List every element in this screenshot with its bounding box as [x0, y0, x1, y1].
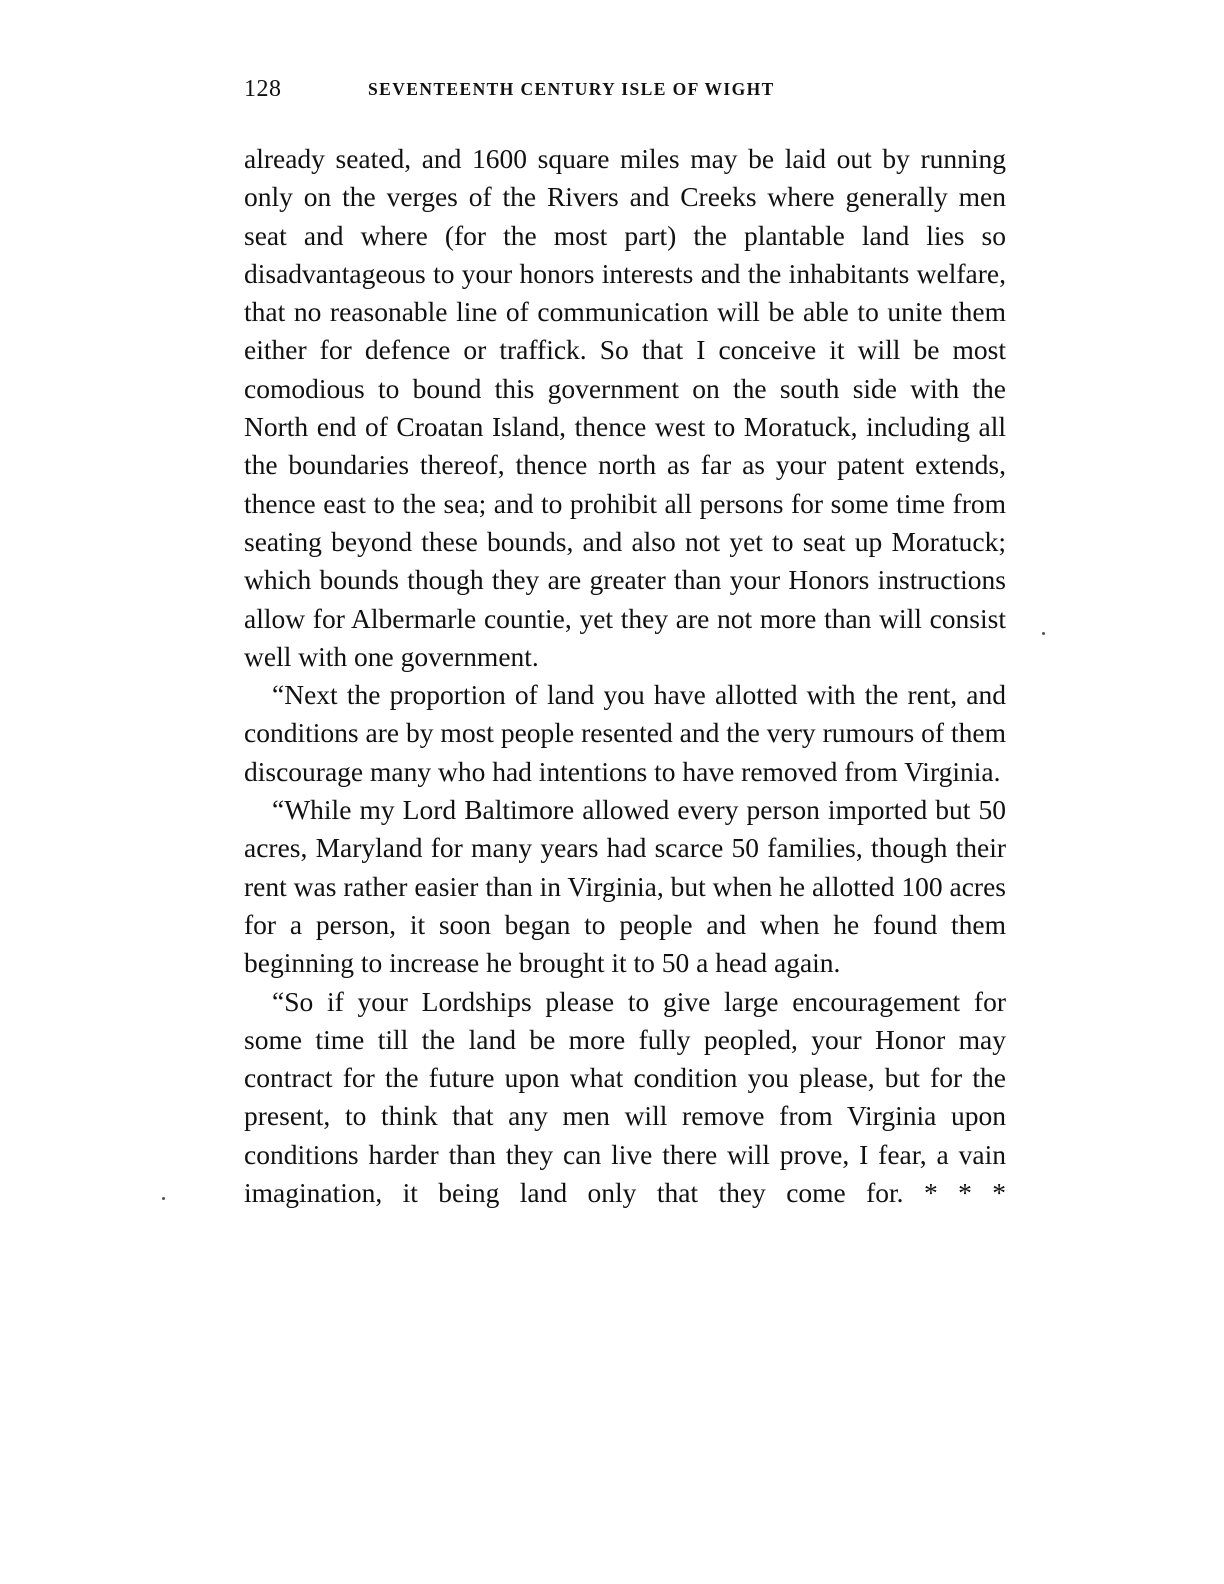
running-head	[244, 76, 1004, 110]
print-speck	[162, 1197, 165, 1200]
paragraph-next-proportion: “Next the proportion of land you have allotted with the rent, and conditions are by most people resented and the very rumours of them discourage many who had intentions to have removed from Virginia.	[244, 679, 1006, 787]
page-number: 128	[244, 76, 282, 102]
paragraph-continuation: already seated, and 1600 square miles may be laid out by running only on the verges of the Rivers and Creeks where generally men seat and where (for the most part) the plantable land lies so disadvantageous to your honors interests and the inhabitants welfare, that no reasonable line of communication will be able to unite them either for defence or traffick. So that I conceive it will be most comodious to bound this government on the south side with the North end of Croatan Island, thence west to Moratuck, including all the boundaries thereof, thence north as far as your patent extends, thence east to the sea; and to prohibit all persons for some time from seating beyond these bounds, and also not yet to seat up Moratuck; which bounds though they are greater than your Honors instructions allow for Albermarle countie, yet they are not more than will consist well with one government.	[244, 143, 1006, 672]
body-text	[244, 140, 1006, 1212]
paragraph-baltimore: “While my Lord Baltimore allowed every person imported but 50 acres, Maryland for many years had scarce 50 families, though their rent was rather easier than in Virginia, but when he allotted 100 acres for a person, it soon began to people and when he found them beginning to increase he brought it to 50 a head again.	[244, 794, 1006, 979]
paragraph-lordships: “So if your Lordships please to give large encouragement for some time till the land be more fully peopled, your Honor may contract for the future upon what condition you please, but for the present, to think that any men will remove from Virginia upon conditions harder than they can live there will prove, I fear, a vain imagination, it being land only that they come for. * * *	[244, 985, 1006, 1209]
print-speck	[1042, 632, 1045, 635]
running-title: SEVENTEENTH CENTURY ISLE OF WIGHT	[368, 79, 775, 99]
